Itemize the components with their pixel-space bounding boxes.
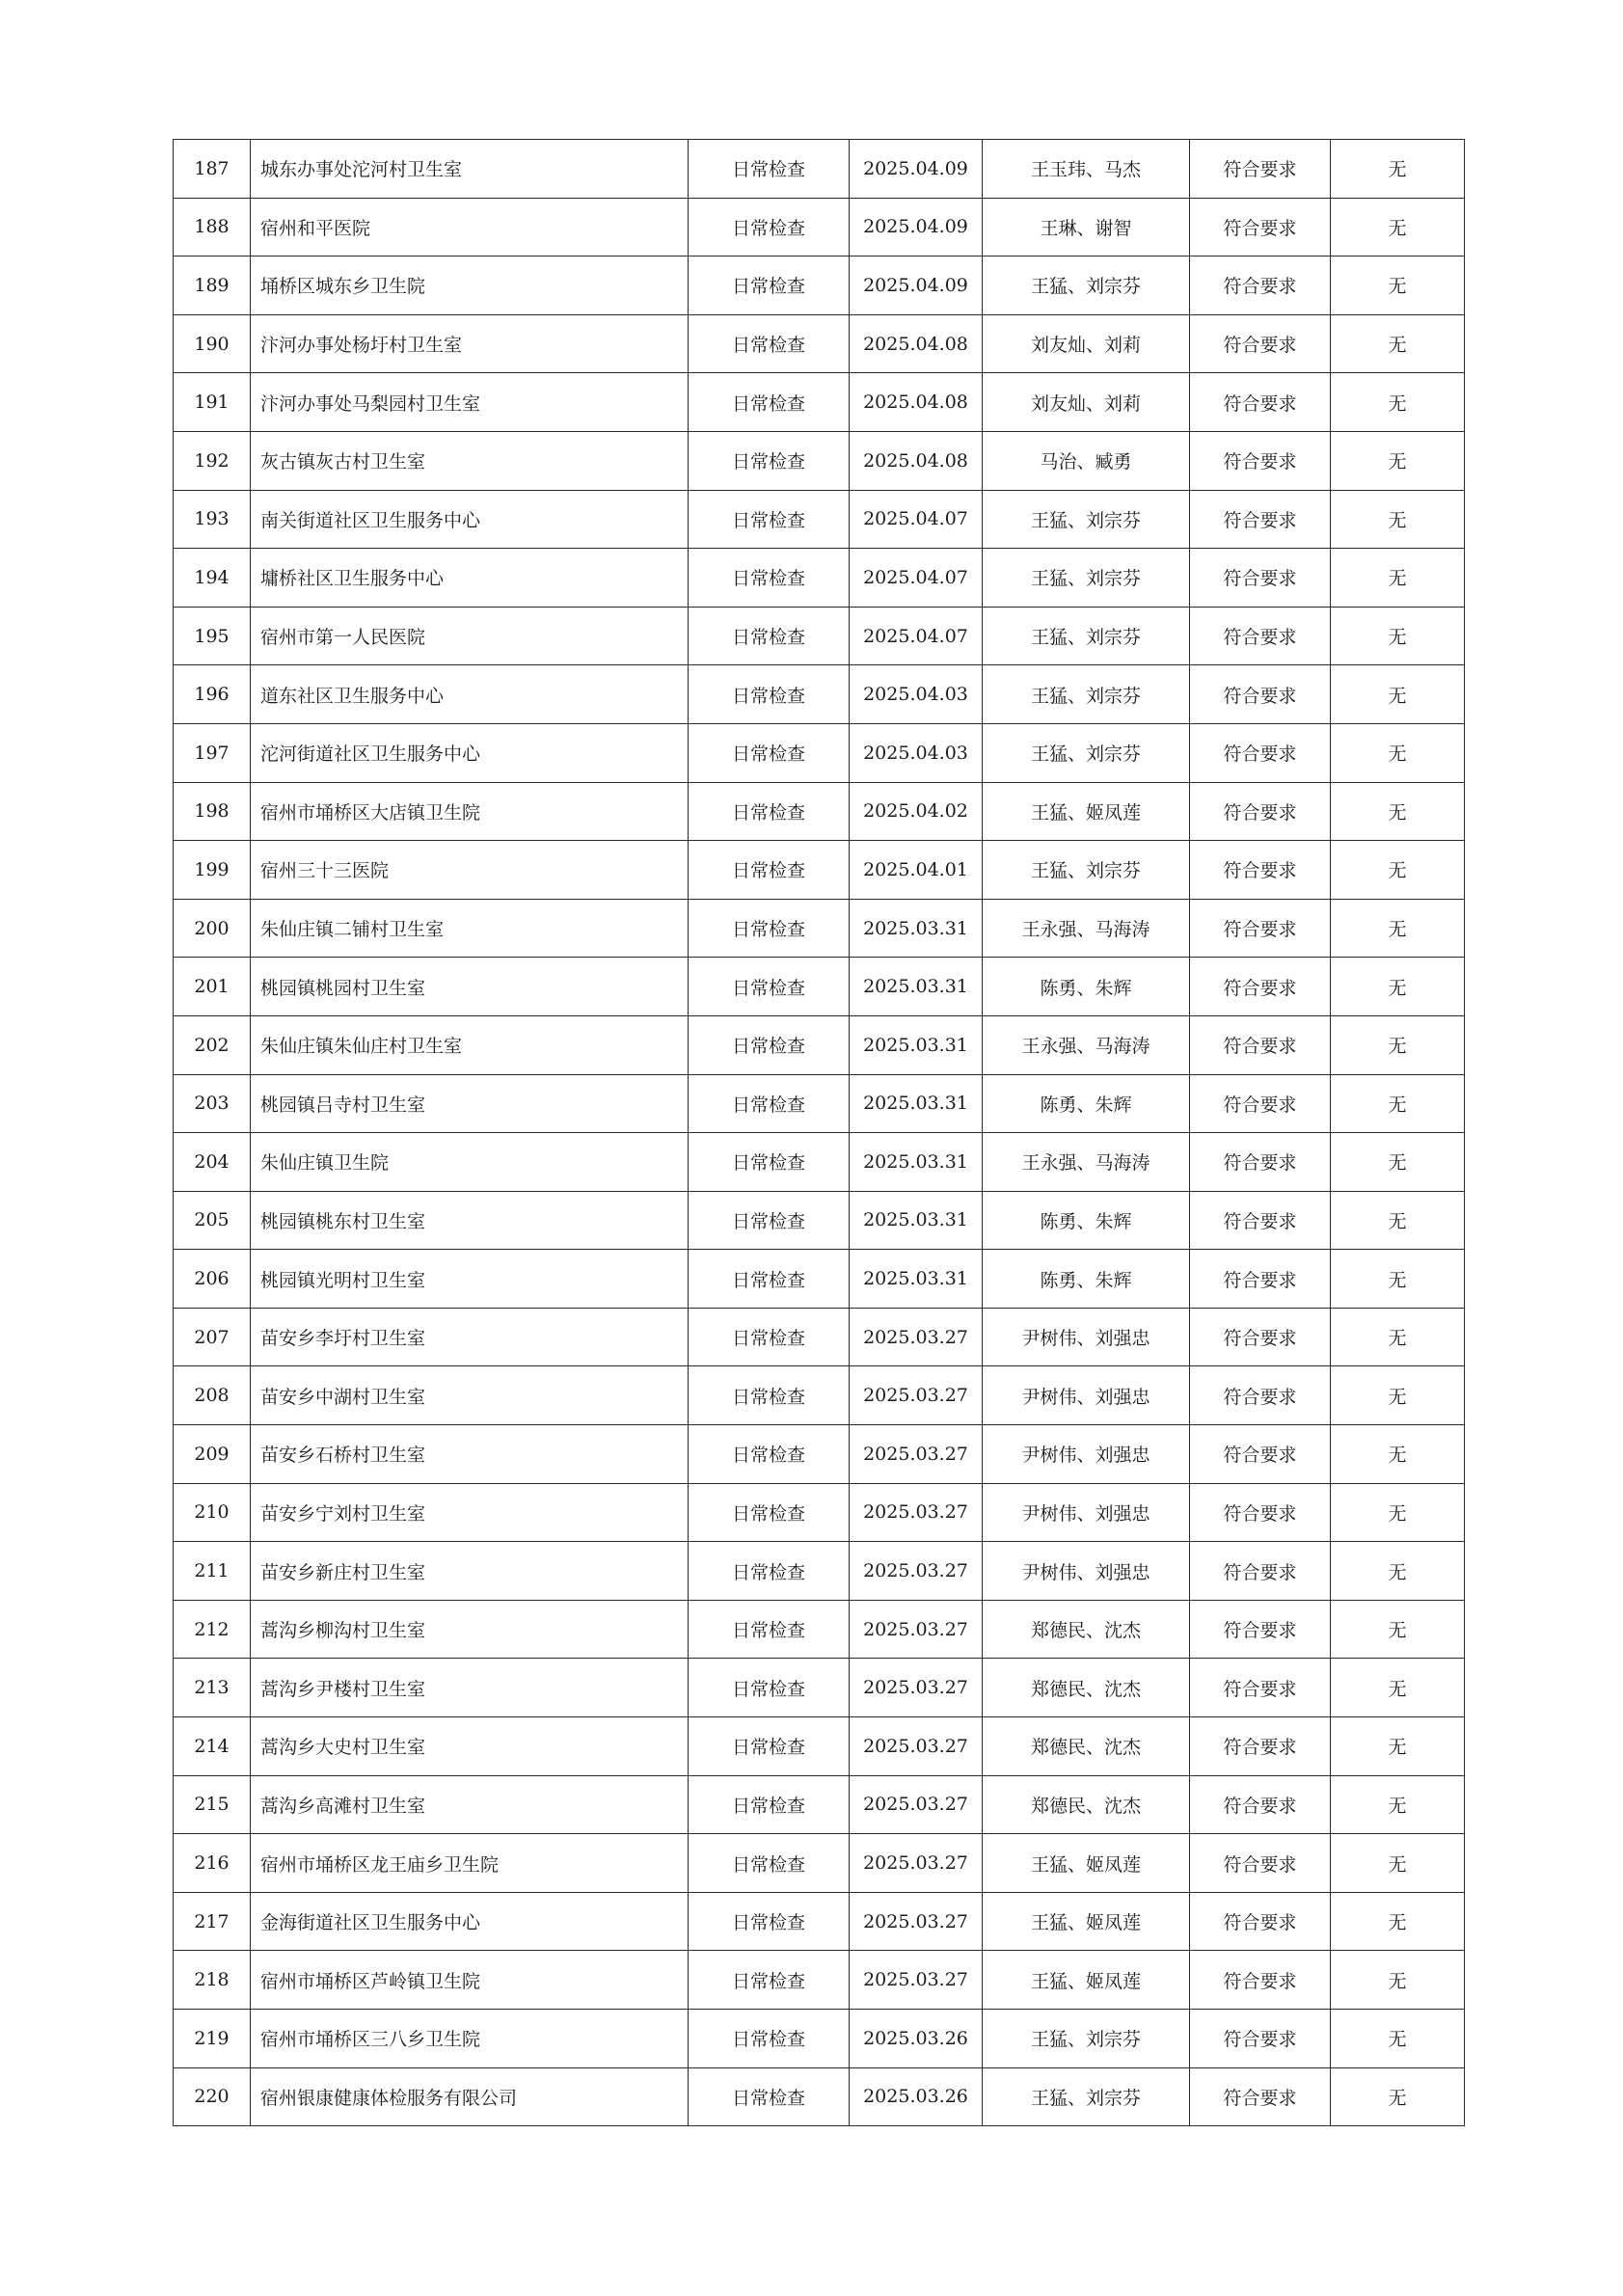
table-row [174,899,1465,958]
table-row [174,431,1465,490]
row-number-cell: 216 [174,1834,251,1893]
institution-name-cell: 宿州三十三医院 [251,841,689,900]
inspection-date-cell: 2025.03.31 [850,1250,983,1309]
result-cell: 符合要求 [1190,140,1331,199]
table-row [174,1659,1465,1717]
result-cell: 符合要求 [1190,1717,1331,1776]
result-cell: 符合要求 [1190,1542,1331,1601]
inspectors-cell: 郑德民、沈杰 [983,1775,1190,1834]
row-number-cell: 210 [174,1483,251,1542]
row-number-cell: 205 [174,1191,251,1250]
institution-name-cell: 蒿沟乡柳沟村卫生室 [251,1600,689,1659]
row-number-cell: 189 [174,257,251,315]
inspection-type-cell: 日常检查 [689,2067,850,2126]
inspectors-cell: 郑德民、沈杰 [983,1659,1190,1717]
inspection-date-cell: 2025.03.27 [850,1892,983,1951]
institution-name-cell: 朱仙庄镇朱仙庄村卫生室 [251,1015,689,1074]
institution-name-cell: 桃园镇桃东村卫生室 [251,1191,689,1250]
inspectors-cell: 王猛、姬凤莲 [983,1892,1190,1951]
result-cell: 符合要求 [1190,2010,1331,2068]
row-number-cell: 214 [174,1717,251,1776]
inspectors-cell: 尹树伟、刘强忠 [983,1366,1190,1425]
inspection-type-cell: 日常检查 [689,549,850,608]
row-number-cell: 199 [174,841,251,900]
issues-cell: 无 [1331,1015,1465,1074]
table-row [174,2067,1465,2126]
inspectors-cell: 刘友灿、刘莉 [983,373,1190,432]
table-row [174,1133,1465,1192]
inspection-type-cell: 日常检查 [689,257,850,315]
inspection-date-cell: 2025.03.27 [850,1600,983,1659]
institution-name-cell: 沱河街道社区卫生服务中心 [251,723,689,782]
issues-cell: 无 [1331,1600,1465,1659]
table-row [174,1717,1465,1776]
row-number-cell: 217 [174,1892,251,1951]
issues-cell: 无 [1331,1366,1465,1425]
inspection-date-cell: 2025.03.31 [850,958,983,1016]
inspection-type-cell: 日常检查 [689,1425,850,1484]
issues-cell: 无 [1331,1308,1465,1366]
row-number-cell: 190 [174,314,251,373]
row-number-cell: 206 [174,1250,251,1309]
inspection-date-cell: 2025.03.27 [850,1425,983,1484]
institution-name-cell: 汴河办事处杨圩村卫生室 [251,314,689,373]
inspectors-cell: 王永强、马海涛 [983,1015,1190,1074]
inspectors-cell: 陈勇、朱辉 [983,1250,1190,1309]
inspectors-cell: 王猛、姬凤莲 [983,782,1190,841]
issues-cell: 无 [1331,1892,1465,1951]
institution-name-cell: 南关街道社区卫生服务中心 [251,490,689,549]
table-row [174,140,1465,199]
issues-cell: 无 [1331,1659,1465,1717]
row-number-cell: 219 [174,2010,251,2068]
institution-name-cell: 苗安乡宁刘村卫生室 [251,1483,689,1542]
inspection-type-cell: 日常检查 [689,1483,850,1542]
table-row [174,1542,1465,1601]
row-number-cell: 200 [174,899,251,958]
institution-name-cell: 汴河办事处马梨园村卫生室 [251,373,689,432]
inspection-type-cell: 日常检查 [689,665,850,724]
inspection-type-cell: 日常检查 [689,1775,850,1834]
issues-cell: 无 [1331,1425,1465,1484]
inspection-date-cell: 2025.03.27 [850,1483,983,1542]
row-number-cell: 209 [174,1425,251,1484]
institution-name-cell: 蒿沟乡大史村卫生室 [251,1717,689,1776]
institution-name-cell: 宿州市埇桥区三八乡卫生院 [251,2010,689,2068]
issues-cell: 无 [1331,1191,1465,1250]
result-cell: 符合要求 [1190,1425,1331,1484]
institution-name-cell: 灰古镇灰古村卫生室 [251,431,689,490]
result-cell: 符合要求 [1190,1600,1331,1659]
issues-cell: 无 [1331,1074,1465,1133]
inspection-type-cell: 日常检查 [689,1542,850,1601]
result-cell: 符合要求 [1190,1133,1331,1192]
result-cell: 符合要求 [1190,1659,1331,1717]
table-row [174,607,1465,665]
issues-cell: 无 [1331,1542,1465,1601]
institution-name-cell: 桃园镇光明村卫生室 [251,1250,689,1309]
table-row [174,1600,1465,1659]
inspection-type-cell: 日常检查 [689,1659,850,1717]
table-body [174,140,1465,2126]
inspection-type-cell: 日常检查 [689,1600,850,1659]
result-cell: 符合要求 [1190,431,1331,490]
result-cell: 符合要求 [1190,549,1331,608]
inspectors-cell: 尹树伟、刘强忠 [983,1308,1190,1366]
institution-name-cell: 宿州和平医院 [251,198,689,257]
table-row [174,2010,1465,2068]
institution-name-cell: 宿州市埇桥区龙王庙乡卫生院 [251,1834,689,1893]
row-number-cell: 211 [174,1542,251,1601]
issues-cell: 无 [1331,723,1465,782]
inspection-date-cell: 2025.03.27 [850,1951,983,2010]
inspectors-cell: 刘友灿、刘莉 [983,314,1190,373]
inspectors-cell: 郑德民、沈杰 [983,1717,1190,1776]
inspection-type-cell: 日常检查 [689,1834,850,1893]
table-row [174,1483,1465,1542]
inspection-date-cell: 2025.04.02 [850,782,983,841]
table-row [174,314,1465,373]
row-number-cell: 193 [174,490,251,549]
institution-name-cell: 朱仙庄镇二铺村卫生室 [251,899,689,958]
issues-cell: 无 [1331,958,1465,1016]
result-cell: 符合要求 [1190,782,1331,841]
inspection-type-cell: 日常检查 [689,373,850,432]
inspection-date-cell: 2025.04.07 [850,549,983,608]
inspectors-cell: 王猛、刘宗芬 [983,723,1190,782]
inspection-date-cell: 2025.04.09 [850,198,983,257]
inspection-date-cell: 2025.03.26 [850,2010,983,2068]
inspection-date-cell: 2025.04.07 [850,490,983,549]
inspection-type-cell: 日常检查 [689,1191,850,1250]
issues-cell: 无 [1331,314,1465,373]
table-row [174,958,1465,1016]
row-number-cell: 204 [174,1133,251,1192]
result-cell: 符合要求 [1190,899,1331,958]
inspection-table [173,139,1465,2126]
issues-cell: 无 [1331,899,1465,958]
row-number-cell: 191 [174,373,251,432]
institution-name-cell: 金海街道社区卫生服务中心 [251,1892,689,1951]
inspection-date-cell: 2025.04.08 [850,314,983,373]
table-row [174,1015,1465,1074]
row-number-cell: 197 [174,723,251,782]
inspection-type-cell: 日常检查 [689,1892,850,1951]
table-row [174,198,1465,257]
inspectors-cell: 王猛、刘宗芬 [983,841,1190,900]
table-row [174,723,1465,782]
inspectors-cell: 王猛、刘宗芬 [983,549,1190,608]
row-number-cell: 187 [174,140,251,199]
inspectors-cell: 王玉玮、马杰 [983,140,1190,199]
inspectors-cell: 王猛、刘宗芬 [983,257,1190,315]
inspection-type-cell: 日常检查 [689,1074,850,1133]
issues-cell: 无 [1331,431,1465,490]
inspection-date-cell: 2025.04.09 [850,140,983,199]
institution-name-cell: 苗安乡石桥村卫生室 [251,1425,689,1484]
table-row [174,1250,1465,1309]
institution-name-cell: 城东办事处沱河村卫生室 [251,140,689,199]
table-row [174,1366,1465,1425]
inspectors-cell: 陈勇、朱辉 [983,958,1190,1016]
issues-cell: 无 [1331,1250,1465,1309]
inspection-date-cell: 2025.03.27 [850,1717,983,1776]
institution-name-cell: 桃园镇吕寺村卫生室 [251,1074,689,1133]
result-cell: 符合要求 [1190,1308,1331,1366]
institution-name-cell: 墉桥社区卫生服务中心 [251,549,689,608]
result-cell: 符合要求 [1190,2067,1331,2126]
row-number-cell: 194 [174,549,251,608]
table-row [174,1191,1465,1250]
inspection-date-cell: 2025.03.31 [850,899,983,958]
inspection-type-cell: 日常检查 [689,1133,850,1192]
issues-cell: 无 [1331,198,1465,257]
inspectors-cell: 尹树伟、刘强忠 [983,1425,1190,1484]
inspection-date-cell: 2025.03.27 [850,1659,983,1717]
institution-name-cell: 蒿沟乡尹楼村卫生室 [251,1659,689,1717]
inspectors-cell: 尹树伟、刘强忠 [983,1542,1190,1601]
inspectors-cell: 王永强、马海涛 [983,1133,1190,1192]
result-cell: 符合要求 [1190,1951,1331,2010]
row-number-cell: 212 [174,1600,251,1659]
issues-cell: 无 [1331,373,1465,432]
inspectors-cell: 郑德民、沈杰 [983,1600,1190,1659]
inspection-type-cell: 日常检查 [689,841,850,900]
issues-cell: 无 [1331,490,1465,549]
issues-cell: 无 [1331,1717,1465,1776]
result-cell: 符合要求 [1190,1191,1331,1250]
inspectors-cell: 王永强、马海涛 [983,899,1190,958]
inspection-type-cell: 日常检查 [689,899,850,958]
institution-name-cell: 宿州市埇桥区芦岭镇卫生院 [251,1951,689,2010]
institution-name-cell: 宿州银康健康体检服务有限公司 [251,2067,689,2126]
institution-name-cell: 道东社区卫生服务中心 [251,665,689,724]
issues-cell: 无 [1331,665,1465,724]
result-cell: 符合要求 [1190,1483,1331,1542]
table-row [174,1074,1465,1133]
institution-name-cell: 宿州市埇桥区大店镇卫生院 [251,782,689,841]
inspection-date-cell: 2025.04.07 [850,607,983,665]
row-number-cell: 196 [174,665,251,724]
table-row [174,782,1465,841]
institution-name-cell: 朱仙庄镇卫生院 [251,1133,689,1192]
inspection-date-cell: 2025.04.09 [850,257,983,315]
inspection-type-cell: 日常检查 [689,1308,850,1366]
result-cell: 符合要求 [1190,665,1331,724]
inspection-date-cell: 2025.03.27 [850,1834,983,1893]
inspection-date-cell: 2025.03.31 [850,1074,983,1133]
table-row [174,1892,1465,1951]
inspection-type-cell: 日常检查 [689,782,850,841]
table-row [174,841,1465,900]
row-number-cell: 207 [174,1308,251,1366]
row-number-cell: 213 [174,1659,251,1717]
inspectors-cell: 尹树伟、刘强忠 [983,1483,1190,1542]
inspection-type-cell: 日常检查 [689,198,850,257]
inspectors-cell: 王猛、刘宗芬 [983,665,1190,724]
inspectors-cell: 王琳、谢智 [983,198,1190,257]
table-row [174,1775,1465,1834]
issues-cell: 无 [1331,549,1465,608]
issues-cell: 无 [1331,607,1465,665]
row-number-cell: 208 [174,1366,251,1425]
issues-cell: 无 [1331,841,1465,900]
table-row [174,490,1465,549]
inspection-date-cell: 2025.04.03 [850,723,983,782]
inspection-date-cell: 2025.04.03 [850,665,983,724]
issues-cell: 无 [1331,1133,1465,1192]
issues-cell: 无 [1331,2067,1465,2126]
row-number-cell: 195 [174,607,251,665]
row-number-cell: 192 [174,431,251,490]
inspection-date-cell: 2025.03.27 [850,1366,983,1425]
result-cell: 符合要求 [1190,1250,1331,1309]
result-cell: 符合要求 [1190,607,1331,665]
inspection-date-cell: 2025.03.27 [850,1542,983,1601]
row-number-cell: 220 [174,2067,251,2126]
result-cell: 符合要求 [1190,841,1331,900]
result-cell: 符合要求 [1190,1834,1331,1893]
inspection-date-cell: 2025.03.31 [850,1191,983,1250]
inspectors-cell: 王猛、姬凤莲 [983,1834,1190,1893]
inspection-type-cell: 日常检查 [689,958,850,1016]
issues-cell: 无 [1331,1951,1465,2010]
issues-cell: 无 [1331,1775,1465,1834]
inspectors-cell: 王猛、姬凤莲 [983,1951,1190,2010]
result-cell: 符合要求 [1190,1015,1331,1074]
inspectors-cell: 王猛、刘宗芬 [983,2067,1190,2126]
result-cell: 符合要求 [1190,958,1331,1016]
institution-name-cell: 宿州市第一人民医院 [251,607,689,665]
issues-cell: 无 [1331,1834,1465,1893]
institution-name-cell: 苗安乡中湖村卫生室 [251,1366,689,1425]
institution-name-cell: 埇桥区城东乡卫生院 [251,257,689,315]
issues-cell: 无 [1331,140,1465,199]
inspectors-cell: 王猛、刘宗芬 [983,607,1190,665]
table-row [174,665,1465,724]
table-row [174,549,1465,608]
inspection-date-cell: 2025.03.31 [850,1133,983,1192]
institution-name-cell: 苗安乡新庄村卫生室 [251,1542,689,1601]
table-row [174,1834,1465,1893]
result-cell: 符合要求 [1190,490,1331,549]
inspection-date-cell: 2025.03.26 [850,2067,983,2126]
row-number-cell: 218 [174,1951,251,2010]
result-cell: 符合要求 [1190,1366,1331,1425]
inspection-date-cell: 2025.03.27 [850,1308,983,1366]
row-number-cell: 188 [174,198,251,257]
inspection-type-cell: 日常检查 [689,1366,850,1425]
inspection-type-cell: 日常检查 [689,490,850,549]
result-cell: 符合要求 [1190,314,1331,373]
row-number-cell: 203 [174,1074,251,1133]
inspectors-cell: 陈勇、朱辉 [983,1191,1190,1250]
inspection-type-cell: 日常检查 [689,314,850,373]
inspection-date-cell: 2025.03.27 [850,1775,983,1834]
table-row [174,373,1465,432]
inspectors-cell: 王猛、刘宗芬 [983,490,1190,549]
inspection-date-cell: 2025.04.08 [850,373,983,432]
inspection-type-cell: 日常检查 [689,1951,850,2010]
inspection-type-cell: 日常检查 [689,2010,850,2068]
table-row [174,1308,1465,1366]
inspection-type-cell: 日常检查 [689,140,850,199]
inspectors-cell: 王猛、刘宗芬 [983,2010,1190,2068]
row-number-cell: 201 [174,958,251,1016]
institution-name-cell: 桃园镇桃园村卫生室 [251,958,689,1016]
inspection-type-cell: 日常检查 [689,1717,850,1776]
issues-cell: 无 [1331,1483,1465,1542]
table-row [174,257,1465,315]
inspection-date-cell: 2025.03.31 [850,1015,983,1074]
result-cell: 符合要求 [1190,257,1331,315]
institution-name-cell: 苗安乡李圩村卫生室 [251,1308,689,1366]
result-cell: 符合要求 [1190,1775,1331,1834]
inspectors-cell: 马治、臧勇 [983,431,1190,490]
inspection-type-cell: 日常检查 [689,607,850,665]
result-cell: 符合要求 [1190,1892,1331,1951]
result-cell: 符合要求 [1190,198,1331,257]
inspection-type-cell: 日常检查 [689,1015,850,1074]
inspection-type-cell: 日常检查 [689,431,850,490]
inspection-date-cell: 2025.04.01 [850,841,983,900]
inspectors-cell: 陈勇、朱辉 [983,1074,1190,1133]
row-number-cell: 202 [174,1015,251,1074]
result-cell: 符合要求 [1190,723,1331,782]
row-number-cell: 198 [174,782,251,841]
row-number-cell: 215 [174,1775,251,1834]
inspection-type-cell: 日常检查 [689,723,850,782]
institution-name-cell: 蒿沟乡高滩村卫生室 [251,1775,689,1834]
issues-cell: 无 [1331,2010,1465,2068]
inspection-date-cell: 2025.04.08 [850,431,983,490]
table-row [174,1951,1465,2010]
result-cell: 符合要求 [1190,373,1331,432]
table-row [174,1425,1465,1484]
issues-cell: 无 [1331,257,1465,315]
inspection-type-cell: 日常检查 [689,1250,850,1309]
result-cell: 符合要求 [1190,1074,1331,1133]
issues-cell: 无 [1331,782,1465,841]
